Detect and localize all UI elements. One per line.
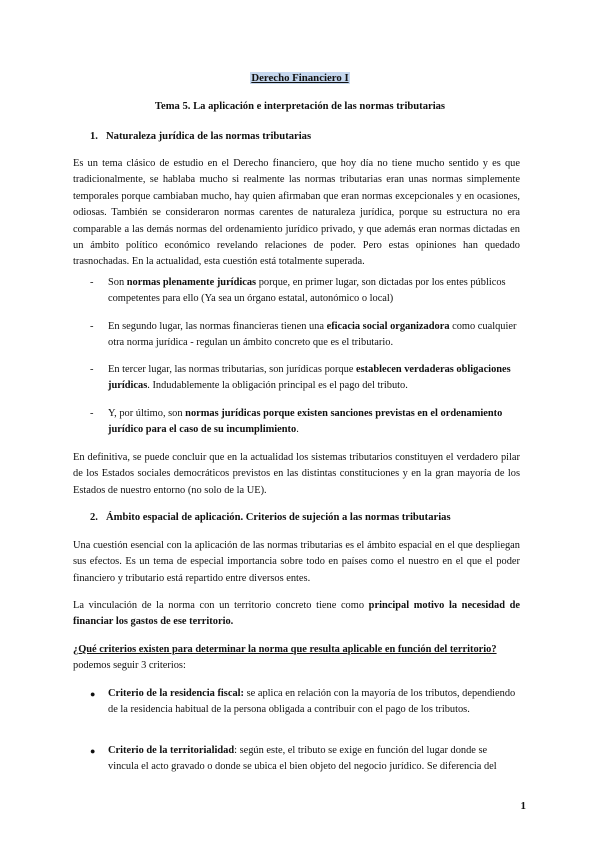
criterion-label: Criterio de la territorialidad [108,745,235,756]
section-2-link-paragraph [73,598,520,631]
list-item [90,406,520,439]
list-item [90,275,520,308]
list-item-post: . [296,424,299,436]
section-2-intro-text: Una cuestión esencial con la aplicación de las normas tributarias es el ámbito espacial en el que despliegan sus efectos. Es un tema de especial importancia sobre todo en países como el nuestro en el que el poder financiero y tributario está repartido entre diversos entes. [73,540,520,584]
link-paragraph-pre: La vinculación de la norma con un territorio concreto tiene como [73,600,369,611]
bullet-marker: ● [90,746,96,756]
question-text: ¿Qué criterios existen para determinar la norma que resulta aplicable en función del territorio? [73,644,497,655]
section-1-conclusion-text: En definitiva, se puede concluir que en la actualidad los sistemas tributarios constituyen el verdadero pilar de los Estados sociales democráticos previstos en las distintas constituciones y en la gran mayoría de los Estados de nuestro entorno (no solo de la UE). [73,452,520,496]
section-2-title: Ámbito espacial de aplicación. Criterios de sujeción a las normas tributarias [106,512,451,523]
dash-marker: - [90,364,94,375]
criterion-text: : según este, el tributo se exige en función del lugar donde se vincula el acto gravado o donde se ubica el bien objeto del negocio jurídico. Se diferencia del [108,745,497,773]
section-1-heading [90,129,311,145]
section-2-intro [73,538,520,587]
list-item-post: porque, en primer lugar, son dictadas por los entes públicos competentes para ello (Ya sea un órgano estatal, autonómico o local) [108,277,506,305]
document-title: Derecho Financiero I [251,72,349,84]
criterion-text: se aplica en relación con la mayoría de los tributos, dependiendo de la residencia habitual de la persona obligada a contribuir con el pago de los tributos. [108,688,516,716]
question-follow: podemos seguir 3 criterios: [73,660,186,672]
list-item-post: . Indudablemente la obligación principal es el pago del tributo. [147,380,408,392]
list-item-bold: normas plenamente jurídicas [126,277,257,288]
section-1-conclusion [73,450,520,499]
section-1-intro-text: Es un tema clásico de estudio en el Derecho financiero, que hoy día no tiene mucho sentido y es que tradicionalmente, se hablaba mucho si realmente las normas tributarias eran unas normas simplemente temporales porque cambiaban mucho, hay quien afirmaban que eran normas excepcionales y en ocasiones, odiosas. También se consideraron normas carentes de naturaleza jurídica, porque su estructura no era comparable a las demás normas del ordenamiento jurídico privado, y que además eran normas dictadas en un ámbito político económico revelando relaciones de poder. Pero estas opiniones han quedado trasnochadas. En la actualidad, esta cuestión está totalmente superada. [73,158,520,268]
dash-marker: - [90,408,94,419]
list-item-bold: eficacia social organizadora [326,321,450,332]
page-number: 1 [520,800,526,812]
list-item [90,362,520,395]
list-item [90,743,520,776]
section-2-heading [90,510,451,526]
list-item-pre: En segundo lugar, las normas financieras tienen una [108,321,327,332]
link-paragraph-bold: principal motivo la necesidad de financiar los gastos de ese territorio. [73,600,520,628]
criterion-label: Criterio de la residencia fiscal: [108,688,245,699]
section-1-number: 1. [90,131,98,142]
list-item-pre: En tercer lugar, las normas tributarias, son jurídicas porque [108,364,357,375]
list-item [90,686,520,719]
list-item-post: como cualquier otra norma jurídica - regulan un ámbito concreto que es el tributario. [108,321,517,349]
list-item-bold: establecen verdaderas obligaciones jurídicas [108,364,511,392]
section-2-question [73,642,520,675]
list-item-bold: normas jurídicas porque existen sanciones previstas en el ordenamiento jurídico para el caso de su incumplimiento [108,408,503,436]
document-subtitle: Tema 5. La aplicación e interpretación de las normas tributarias [154,101,446,112]
title-wrap [0,70,600,87]
dash-marker: - [90,321,94,332]
section-2-number: 2. [90,512,98,523]
list-item-pre: Son [108,277,127,288]
list-item [90,319,520,352]
section-1-title: Naturaleza jurídica de las normas tributarias [106,131,312,142]
list-item-pre: Y, por último, son [108,408,186,419]
section-1-intro [73,156,520,271]
bullet-marker: ● [90,689,96,699]
dash-marker: - [90,277,94,288]
